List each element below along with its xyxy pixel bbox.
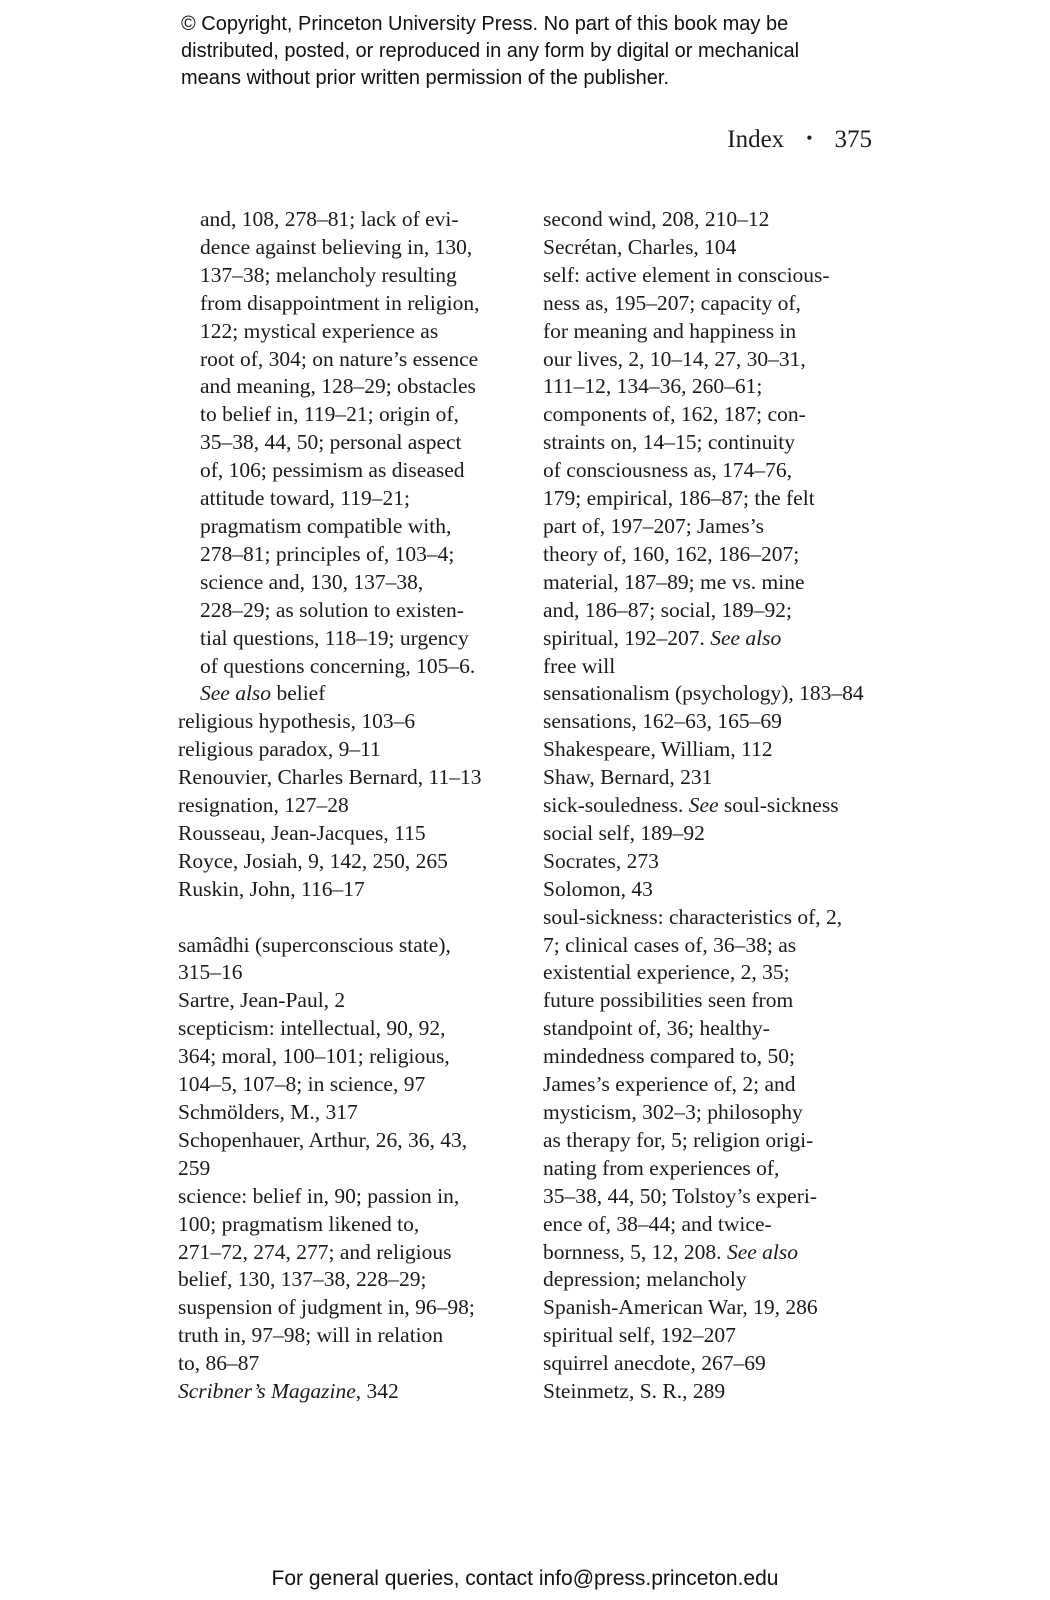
see-also-label: See also [200,681,272,706]
index-line: future possibilities seen from [543,988,794,1013]
copyright-line: means without prior written permission of the publisher. [181,67,670,89]
index-column-right [543,206,888,1406]
index-line [543,625,888,653]
index-entry: Royce, Josiah, 9, 142, 250, 265 [178,848,448,873]
index-line: 111–12, 134–36, 260–61; [543,374,763,399]
index-entry: Socrates, 273 [543,848,659,873]
index-entry: religious paradox, 9–11 [178,737,381,762]
index-line: attitude toward, 119–21; [200,486,410,511]
index-line: 104–5, 107–8; in science, 97 [178,1072,426,1097]
index-line: self: active element in conscious- [543,262,830,287]
index-entry: Steinmetz, S. R., 289 [543,1379,726,1404]
see-also-label: See also [726,1239,798,1264]
running-head [727,126,872,154]
index-line: from disappointment in religion, [200,290,480,315]
index-line: for meaning and happiness in [543,318,797,343]
index-line: Schmölders, M., 317 [178,1099,358,1124]
index-entry [178,932,518,988]
see-also-target: depression; melancholy [543,1267,747,1292]
index-line: belief, 130, 137–38, 228–29; [178,1267,427,1292]
see-also-label: See also [710,625,782,650]
index-entry: sensationalism (psychology), 183–84 [543,681,864,706]
index-entry [178,1378,518,1406]
index-entry [178,1099,518,1127]
index-line: 35–38, 44, 50; personal aspect [200,430,462,455]
index-line: and, 186–87; social, 189–92; [543,597,793,622]
index-line: 259 [178,1155,211,1180]
footer-contact: For general queries, contact info@press.princeton.edu [271,1567,779,1590]
index-entry: second wind, 208, 210–12 [543,207,770,231]
index-entry: sensations, 162–63, 165–69 [543,709,782,734]
index-line: 100; pragmatism likened to, [178,1211,420,1236]
page-number: 375 [834,126,872,153]
index-line: 271–72, 274, 277; and religious [178,1239,452,1264]
page-reference: , 342 [355,1379,399,1404]
index-entry [178,1127,518,1183]
index-line: 278–81; principles of, 103–4; [200,541,455,566]
index-entry: Spanish-American War, 19, 286 [543,1295,818,1320]
index-line: nating from experiences of, [543,1155,780,1180]
index-line: pragmatism compatible with, [200,513,452,538]
index-entry [543,262,888,681]
index-entry: Shakespeare, William, 112 [543,737,773,762]
index-entry: Rousseau, Jean-Jacques, 115 [178,820,426,845]
index-text: bornness, 5, 12, 208. [543,1239,727,1264]
index-line: existential experience, 2, 35; [543,960,790,985]
index-line: ence of, 38–44; and twice- [543,1211,772,1236]
index-line: science: belief in, 90; passion in, [178,1183,460,1208]
section-title: Index [727,126,785,153]
periodical-title: Scribner’s Magazine [178,1379,356,1404]
index-line: 228–29; as solution to existen- [200,597,464,622]
see-target: soul-sickness [718,793,839,818]
index-entry [178,1015,518,1099]
index-entry: religious hypothesis, 103–6 [178,709,416,734]
index-entry: squirrel anecdote, 267–69 [543,1351,766,1376]
index-line: mindedness compared to, 50; [543,1044,795,1069]
index-line: of, 106; pessimism as diseased [200,458,465,483]
copyright-line: © Copyright, Princeton University Press. No part of this book may be [181,13,789,35]
index-line: and meaning, 128–29; obstacles [200,374,476,399]
index-line: 137–38; melancholy resulting [200,262,457,287]
index-entry: spiritual self, 192–207 [543,1323,736,1348]
index-line: components of, 162, 187; con- [543,402,806,427]
index-line: James’s experience of, 2; and [543,1072,796,1097]
index-entry: resignation, 127–28 [178,793,349,818]
index-line: soul-sickness: characteristics of, 2, [543,904,843,929]
index-line: 35–38, 44, 50; Tolstoy’s experi- [543,1183,817,1208]
index-line: scepticism: intellectual, 90, 92, [178,1016,446,1041]
index-entry: Shaw, Bernard, 231 [543,765,713,790]
index-entry: social self, 189–92 [543,820,705,845]
index-entry [543,792,888,820]
index-entry: Solomon, 43 [543,876,653,901]
see-label: See [688,793,719,818]
index-line [543,1239,888,1267]
index-line: and, 108, 278–81; lack of evi- [200,207,459,231]
see-also-reference [200,680,518,708]
index-line: Sartre, Jean-Paul, 2 [178,988,346,1013]
index-entry [178,1183,518,1378]
index-column-left [178,206,518,1406]
index-line: of consciousness as, 174–76, [543,458,793,483]
index-line: 315–16 [178,960,243,985]
index-line: 364; moral, 100–101; religious, [178,1044,450,1069]
index-text: sick-souledness. [543,793,689,818]
separator-bullet: • [806,128,813,148]
copyright-line: distributed, posted, or reproduced in any form by digital or mechanical [181,40,800,62]
index-line: truth in, 97–98; will in relation [178,1323,444,1348]
index-line: 7; clinical cases of, 36–38; as [543,932,797,957]
index-line: theory of, 160, 162, 186–207; [543,541,800,566]
index-entry: Renouvier, Charles Bernard, 11–13 [178,765,482,790]
index-line: of questions concerning, 105–6. [200,653,476,678]
copyright-notice [181,11,941,92]
letter-group-gap [178,904,518,932]
index-entry: Ruskin, John, 116–17 [178,876,365,901]
see-also-target: free will [543,653,616,678]
index-line: to belief in, 119–21; origin of, [200,402,459,427]
index-line: science and, 130, 137–38, [200,569,424,594]
index-line: dence against believing in, 130, [200,234,473,259]
index-line: suspension of judgment in, 96–98; [178,1295,475,1320]
index-line: root of, 304; on nature’s essence [200,346,479,371]
index-line: as therapy for, 5; religion origi- [543,1127,814,1152]
index-line: material, 187–89; me vs. mine [543,569,805,594]
index-line: to, 86–87 [178,1351,260,1376]
index-line: 179; empirical, 186–87; the felt [543,486,815,511]
index-line: standpoint of, 36; healthy- [543,1016,770,1041]
index-line: samâdhi (superconscious state), [178,932,451,957]
index-entry [543,904,888,1295]
index-line: ness as, 195–207; capacity of, [543,290,801,315]
index-line: tial questions, 118–19; urgency [200,625,469,650]
index-entry: Secrétan, Charles, 104 [543,234,737,259]
index-text: spiritual, 192–207. [543,625,711,650]
index-line: Schopenhauer, Arthur, 26, 36, 43, [178,1127,468,1152]
index-line: our lives, 2, 10–14, 27, 30–31, [543,346,806,371]
index-entry [178,987,518,1015]
index-line: mysticism, 302–3; philosophy [543,1100,803,1124]
index-entry-continuation [178,206,518,708]
index-line: straints on, 14–15; continuity [543,430,796,455]
see-also-target: belief [271,681,326,706]
index-line: 122; mystical experience as [200,318,439,343]
index-line: part of, 197–207; James’s [543,513,764,538]
